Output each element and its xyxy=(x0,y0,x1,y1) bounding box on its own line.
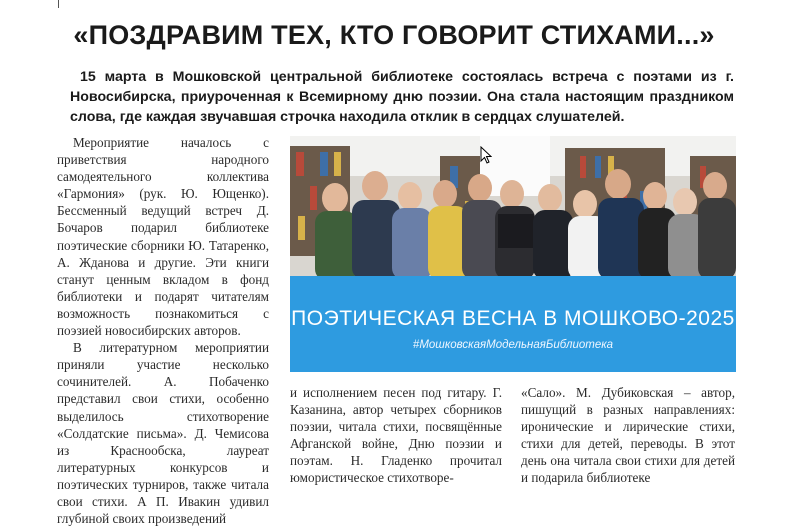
text-column-1 xyxy=(57,134,269,527)
article-headline: «ПОЗДРАВИМ ТЕХ, КТО ГОВОРИТ СТИХАМИ...» xyxy=(73,20,715,50)
text-column-3 xyxy=(521,384,735,487)
banner-hashtag: #МошковскаяМодельнаяБиблиотека xyxy=(412,339,614,351)
article-lead xyxy=(70,67,734,127)
paragraph-continuation: и исполнением песен под гитару. Г. Казанина, автор четырех сборников поэзии, читала стихи, посвящённые Афганской войне, Дню поэзии и поэтам. Н. Гладенко прочитал юмористическое стихотворе- xyxy=(290,385,502,486)
event-photo xyxy=(290,136,736,372)
paragraph-continuation-2: «Сало». М. Дубиковская – автор, пишущий в разных направлениях: иронические и лирические стихи, стихи для детей, переводы. В этот день она читала свои стихи для детей и подарила библиотеке xyxy=(521,385,735,486)
mouse-pointer-icon xyxy=(480,146,492,164)
column-rule xyxy=(58,0,59,8)
banner-title: ПОЭТИЧЕСКАЯ ВЕСНА В МОШКОВО-2025 xyxy=(291,307,735,330)
text-column-2 xyxy=(290,384,502,487)
paragraph-participants: В литературном мероприятии приняли участие несколько сочинителей. А. Побаченко представил свои стихи, особенно выделилось стихотворение «Солдатские письма». Д. Чемисова из Краснообска, лауреат литературных конкурсов и поэтических турниров, также читала свои стихи. А П. Ивакин удивил глубиной своих произведений xyxy=(57,340,269,527)
paragraph-opening: Мероприятие началось с приветствия народного самодеятельного коллектива «Гармония» (рук. Ю. Ющенко). Бессменный ведущий встреч Д. Бочаров подарил библиотеке поэтические сборники Ю. Татаренко, А. Жданова и другие. Эти книги станут ценным вкладом в фонд библиотеки и подарят читателям возможность познакомиться с поэзией новосибирских авторов. xyxy=(57,135,269,339)
group-photo-illustration xyxy=(290,136,736,372)
lead-paragraph: 15 марта в Мошковской центральной библиотеке состоялась встреча с поэтами из г. Новосибирска, приуроченная к Всемирному дню поэзии. Она стала настоящим праздником слова, где каждая звучавшая строчка находила отклик в сердцах слушателей. xyxy=(70,69,734,125)
